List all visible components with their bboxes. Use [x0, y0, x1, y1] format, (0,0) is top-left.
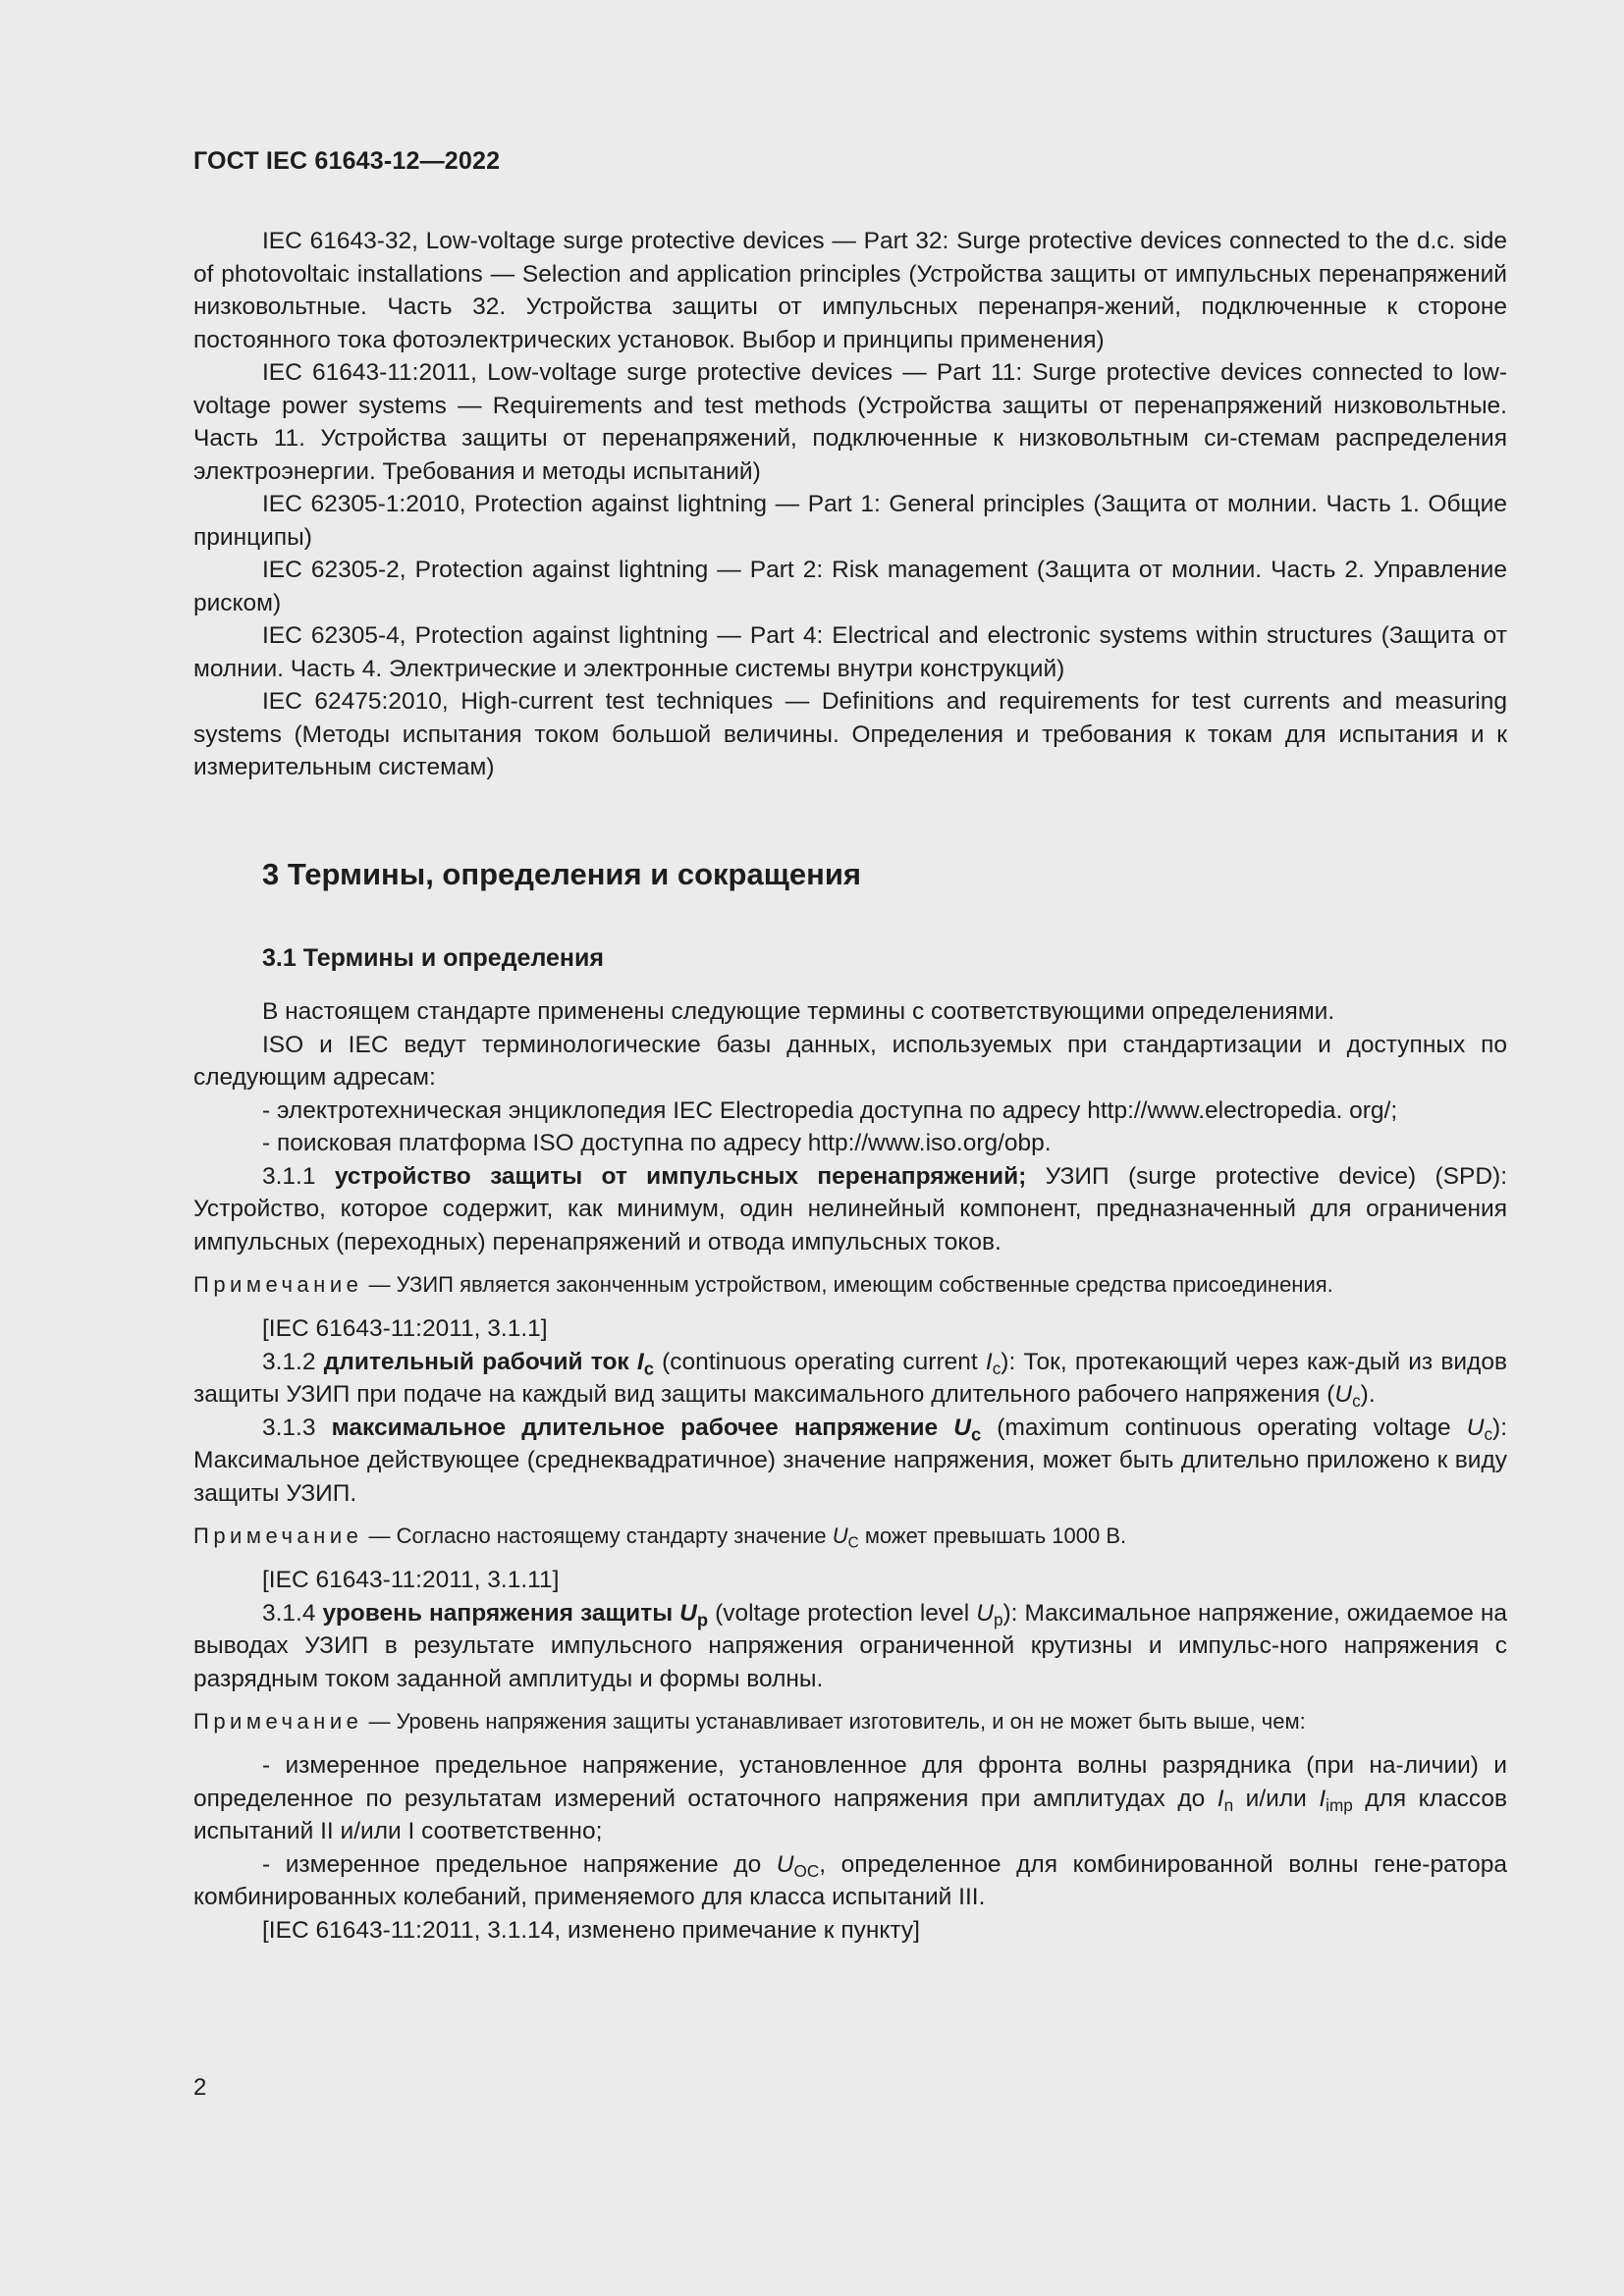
reference-item: IEC 62475:2010, High-current test techniques — Definitions and requirements for test currents and measuring systems (Методы испытания током большой величины. Определения и требования к токам для испытания и к измерительным системам): [193, 688, 1507, 780]
page-number: 2: [193, 2074, 207, 2101]
intro-list-item: - поисковая платформа ISO доступна по адресу http://www.iso.org/obp.: [262, 1130, 1052, 1156]
reference-item: IEC 62305-2, Protection against lightning — Part 2: Risk management (Защита от молнии. Часть 2. Управление риском): [193, 557, 1507, 616]
term-name: устройство защиты от импульсных перенапряжений;: [334, 1162, 1027, 1190]
term-source: [IEC 61643-11:2011, 3.1.11]: [262, 1567, 560, 1593]
term-name: максимальное длительное рабочее напряжение $U_c$: [331, 1414, 982, 1444]
intro-list-item: - электротехническая энциклопедия IEC Electropedia доступна по адресу http://www.electropedia. org/;: [262, 1096, 1398, 1124]
term-definition: УЗИП (surge protective device) (SPD): Устройство, которое содержит, как минимум, один нелинейный компонент, предназначенный для ограничения импульсных (переходных) перенапряжений и отвода импульсных токов.: [193, 1162, 1507, 1255]
term-3-1-3: 3.1.3 максимальное длительное рабочее напряжение $U_c$ (maximum continuous operating voltage $U_c$): Максимальное действующее (среднеквадратичное) значение напряжения, может быть длительно приложено к виду защиты УЗИП.: [193, 1414, 1507, 1507]
reference-item: IEC 62305-1:2010, Protection against lightning — Part 1: General principles (Защита от молнии. Часть 1. Общие принципы): [193, 491, 1507, 551]
note-label: Примечание: [193, 1523, 363, 1548]
term-3-1-1: [193, 1160, 1507, 1259]
term-source: [IEC 61643-11:2011, 3.1.14, изменено примечание к пункту]: [262, 1916, 920, 1944]
term-note: Примечание — Согласно настоящему стандарту значение $U_C$ может превышать 1000 В.: [193, 1523, 1127, 1552]
document-header: ГОСТ IEC 61643-12—2022: [193, 147, 501, 175]
normative-references: [193, 225, 1507, 784]
note-label: Примечание: [193, 1709, 363, 1734]
term-note: Примечание — Уровень напряжения защиты устанавливает изготовитель, и он не может быть выше, чем:: [193, 1709, 1306, 1734]
term-number: 3.1.4: [262, 1599, 316, 1627]
intro-paragraph: В настоящем стандарте применены следующие термины с соответствующими определениями.: [262, 998, 1335, 1025]
note-list-item: - измеренное предельное напряжение, установленное для фронта волны разрядника (при на-личии) и определенное по результатам измерений остаточного напряжения при амплитудах до $I_n$ и/или $I_{imp}$ для классов испытаний II и/или I соответственно;: [193, 1752, 1507, 1844]
term-number: 3.1.2: [262, 1348, 316, 1375]
term-3-1-2: 3.1.2 длительный рабочий ток $I_c$ (continuous operating current $I_c$): Ток, протекающий через каж-дый из видов защиты УЗИП при подаче на каждый вид защиты максимального длительного рабочего напряжения $(U_c)$.: [193, 1348, 1507, 1412]
reference-item: IEC 62305-4, Protection against lightning — Part 4: Electrical and electronic systems within structures (Защита от молнии. Часть 4. Электрические и электронные системы внутри конструкций): [193, 622, 1507, 682]
term-note: [193, 1270, 1507, 1300]
note-list-item: - измеренное предельное напряжение до $U_{OC}$, определенное для комбинированной волны гене-ратора комбинированных колебаний, применяемого для класса испытаний III.: [193, 1850, 1507, 1910]
section-3-1-heading: 3.1 Термины и определения: [262, 944, 604, 972]
intro-paragraph: ISO и IEC ведут терминологические базы данных, используемых при стандартизации и доступных по следующим адресам:: [193, 1031, 1507, 1091]
reference-item: IEC 61643-11:2011, Low-voltage surge protective devices — Part 11: Surge protective devices connected to low-voltage power systems — Requirements and test methods (Устройства защиты от перенапряжений низковольтные. Часть 11. Устройства защиты от перенапряжений, подключенные к низковольтным си-стемам распределения электроэнергии. Требования и методы испытаний): [193, 359, 1507, 485]
note-label: Примечание: [193, 1272, 363, 1297]
term-source: [IEC 61643-11:2011, 3.1.1]: [262, 1315, 548, 1342]
term-3-1-4: 3.1.4 уровень напряжения защиты $U_p$ (voltage protection level $U_p$): Максимальное напряжение, ожидаемое на выводах УЗИП в результате импульсного напряжения ограниченной крутизны и импульс-ного напряжения с разрядным током заданной амплитуды и формы волны.: [193, 1599, 1508, 1692]
term-number: 3.1.3: [262, 1414, 316, 1441]
note-text: — УЗИП является законченным устройством, имеющим собственные средства присоединения.: [362, 1272, 1333, 1297]
reference-item: IEC 61643-32, Low-voltage surge protective devices — Part 32: Surge protective devices connected to the d.c. side of photovoltaic installations — Selection and application principles (Устройства защиты от импульсных перенапряжений низковольтные. Часть 32. Устройства защиты от импульсных перенапря-жений, подключенные к стороне постоянного тока фотоэлектрических установок. Выбор и принципы применения): [193, 228, 1507, 353]
terms-section: [193, 995, 1507, 1947]
term-name: уровень напряжения защиты $U_p$: [322, 1599, 709, 1629]
section-3-heading: 3 Термины, определения и сокращения: [262, 857, 861, 891]
term-number: 3.1.1: [262, 1162, 316, 1190]
term-name: длительный рабочий ток $I_c$: [323, 1348, 654, 1378]
